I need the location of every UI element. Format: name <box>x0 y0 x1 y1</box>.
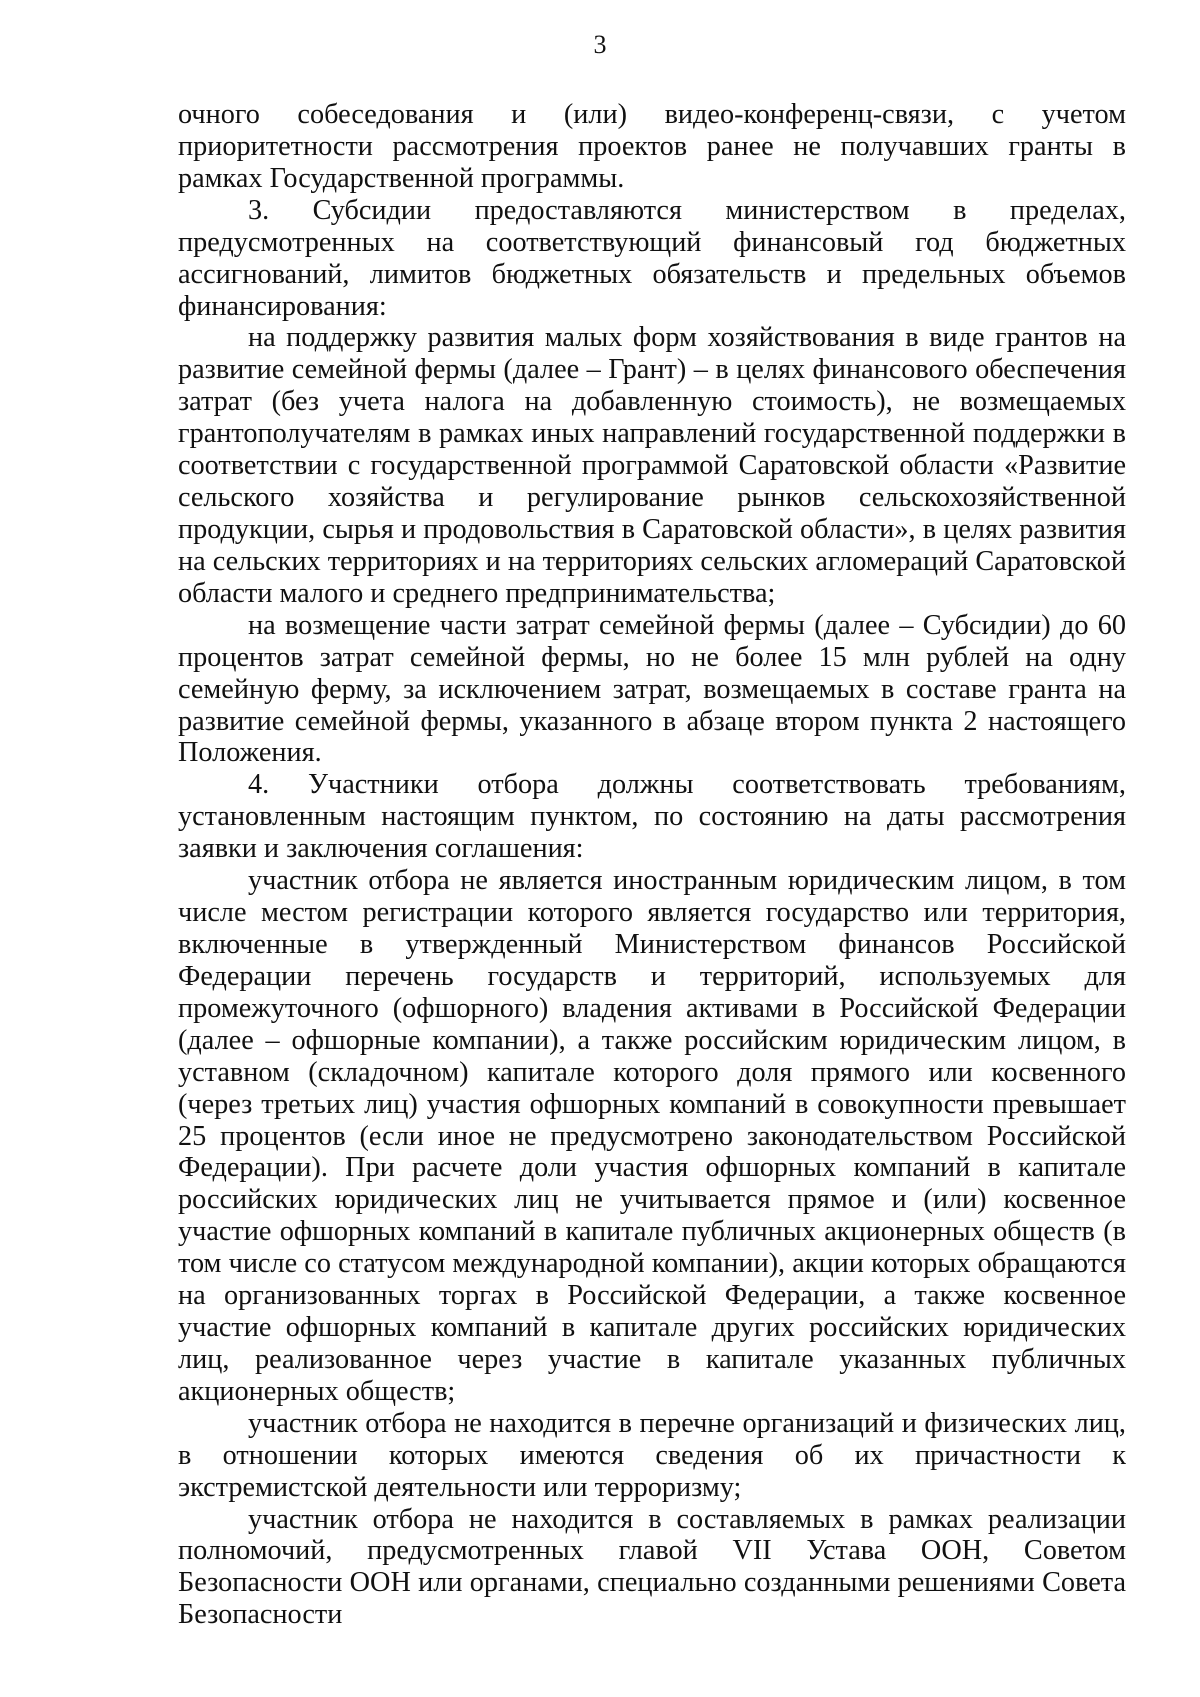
paragraph-5: 4. Участники отбора должны соответствовать требованиям, установленным настоящим пунктом, по состоянию на даты рассмотрения заявки и заключения соглашения: <box>178 769 1126 865</box>
paragraph-4: на возмещение части затрат семейной фермы (далее – Субсидии) до 60 процентов затрат семейной фермы, но не более 15 млн рублей на одну семейную ферму, за исключением затрат, возмещаемых в составе гранта на развитие семейной фермы, указанного в абзаце втором пункта 2 настоящего Положения. <box>178 609 1126 769</box>
page-number: 3 <box>593 30 607 59</box>
paragraph-2: 3. Субсидии предоставляются министерством в пределах, предусмотренных на соответствующий финансовый год бюджетных ассигнований, лимитов бюджетных обязательств и предельных объемов финансирования: <box>178 194 1126 322</box>
paragraph-7: участник отбора не находится в перечне организаций и физических лиц, в отношении которых имеются сведения об их причастности к экстремистской деятельности или терроризму; <box>178 1407 1126 1503</box>
paragraph-3: на поддержку развития малых форм хозяйствования в виде грантов на развитие семейной фермы (далее – Грант) – в целях финансового обеспечения затрат (без учета налога на добавленную стоимость), не возмещаемых грантополучателям в рамках иных направлений государственной поддержки в соответствии с государственной программой Саратовской области «Развитие сельского хозяйства и регулирование рынков сельскохозяйственной продукции, сырья и продовольствия в Саратовской области», в целях развития на сельских территориях и на территориях сельских агломераций Саратовской области малого и среднего предпринимательства; <box>178 322 1126 609</box>
paragraph-1: очного собеседования и (или) видео-конференц-связи, с учетом приоритетности рассмотрения проектов ранее не получавших гранты в рамках Государственной программы. <box>178 99 1126 194</box>
paragraph-8: участник отбора не находится в составляемых в рамках реализации полномочий, предусмотренных главой VII Устава ООН, Советом Безопасности ООН или органами, специально созданными решениями Совета Безопасности <box>178 1503 1126 1631</box>
paragraph-6: участник отбора не является иностранным юридическим лицом, в том числе местом регистрации которого является государство или территория, включенные в утвержденный Министерством финансов Российской Федерации перечень государств и территорий, используемых для промежуточного (офшорного) владения активами в Российской Федерации (далее – офшорные компании), а также российским юридическим лицом, в уставном (складочном) капитале которого доля прямого или косвенного (через третьих лиц) участия офшорных компаний в совокупности превышает 25 процентов (если иное не предусмотрено законодательством Российской Федерации). При расчете доли участия офшорных компаний в капитале российских юридических лиц не учитывается прямое и (или) косвенное участие офшорных компаний в капитале публичных акционерных обществ (в том числе со статусом международной компании), акции которых обращаются на организованных торгах в Российской Федерации, а также косвенное участие офшорных компаний в капитале других российских юридических лиц, реализованное через участие в капитале указанных публичных акционерных обществ; <box>178 865 1126 1407</box>
document-body <box>178 99 1126 1631</box>
